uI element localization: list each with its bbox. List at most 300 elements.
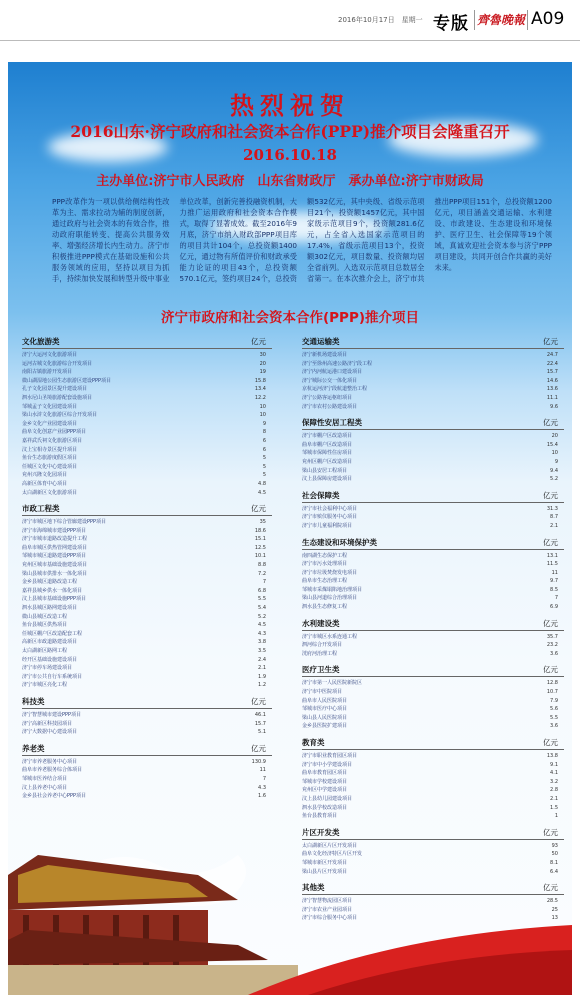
project-name: 曲阜文化经济特区片区开发 (302, 851, 363, 858)
group-name: 交通运输类 (302, 337, 340, 346)
poster-subtitle: 2016山东·济宁政府和社会资本合作(PPP)推介项目会隆重召开 (70, 122, 510, 141)
project-name: 济宁市城市道路改造提升工程 (22, 536, 88, 543)
project-row (22, 595, 272, 604)
project-group (302, 618, 564, 659)
project-value: 6 (262, 446, 266, 453)
project-name: 太白湖新区文化旅游项目 (22, 489, 78, 496)
project-name: 高新区体育中心项目 (22, 480, 68, 487)
project-name: 济宁市中小学建设项目 (302, 761, 353, 768)
project-name: 济宁城际公交一体化项目 (302, 377, 358, 384)
project-name: 济宁市城区地下综合管廊建设PPP项目 (22, 519, 107, 526)
project-name: 高新区市政道路建设项目 (22, 639, 78, 646)
unit-label: 亿元 (543, 738, 558, 747)
project-row (22, 463, 272, 472)
project-name: 泗水县城区路网建设项目 (22, 605, 78, 612)
project-value: 4.3 (258, 784, 266, 791)
project-name: 运河古城文化旅游综合开发项目 (22, 360, 93, 367)
project-row (22, 454, 272, 463)
red-ribbon-decoration (8, 915, 572, 995)
project-row (302, 368, 564, 377)
project-value: 15.7 (254, 720, 266, 727)
unit-label: 亿元 (251, 504, 266, 514)
project-row (302, 449, 564, 458)
group-header (302, 336, 564, 349)
event-date: 2016.10.18 (243, 146, 337, 164)
project-name: 济宁内河航运港口建设项目 (302, 369, 363, 376)
project-row (302, 360, 564, 369)
project-name: 汶上宝相寺景区提升项目 (22, 446, 78, 453)
project-name: 梁山县片区开发项目 (302, 868, 348, 875)
project-value: 4.8 (258, 480, 266, 487)
project-row (22, 527, 272, 536)
project-name: 济宁至徐州高速公路济宁段工程 (302, 360, 373, 367)
project-value: 9 (262, 420, 266, 427)
page-number: A09 (531, 9, 565, 29)
group-name: 水利建设类 (302, 618, 340, 628)
project-value: 5 (262, 455, 266, 462)
project-name: 任城区棚户区改造配套工程 (22, 630, 83, 637)
project-name: 兖州兴隆文化园项目 (22, 472, 68, 479)
project-value: 15.1 (254, 536, 266, 543)
project-row (302, 778, 564, 787)
project-row (22, 394, 272, 403)
project-row (22, 518, 272, 527)
project-value: 3.6 (550, 650, 558, 657)
project-row (22, 471, 272, 480)
project-value: 3.2 (550, 778, 558, 785)
unit-label: 亿元 (543, 537, 558, 547)
project-name: 邹城市医养结合项目 (22, 775, 68, 782)
project-row (302, 897, 564, 906)
project-row (22, 621, 272, 630)
project-name: 泗河综合开发项目 (302, 642, 343, 649)
project-name: 济宁公路客运枢纽项目 (302, 394, 353, 401)
project-value: 11.1 (546, 394, 558, 401)
project-group (302, 490, 564, 531)
project-name: 梁山县人民医院项目 (302, 714, 348, 721)
project-row (302, 505, 564, 514)
group-name: 片区开发类 (302, 827, 340, 837)
project-value: 30 (259, 352, 266, 358)
project-name: 济宁市养老服务中心项目 (22, 758, 78, 765)
group-name: 医疗卫生类 (302, 665, 340, 675)
project-row (22, 552, 272, 561)
project-row (22, 411, 272, 420)
project-row (22, 656, 272, 665)
project-row (302, 812, 564, 821)
project-name: 邹城孟子文化园建设项目 (22, 403, 78, 410)
group-name: 教育类 (302, 738, 325, 747)
group-header (302, 490, 564, 503)
project-value: 5.5 (258, 596, 266, 603)
project-value: 31.3 (546, 505, 558, 512)
project-value: 12.8 (546, 680, 558, 687)
project-name: 济宁市海绵城市建设PPP项目 (22, 527, 87, 534)
project-value: 8.5 (550, 586, 558, 593)
project-row (22, 428, 272, 437)
poster-title: 热烈祝贺 (230, 91, 350, 120)
project-value: 10 (259, 412, 266, 419)
unit-label: 亿元 (543, 418, 558, 428)
project-name: 微山县城区改造工程 (22, 613, 68, 620)
project-group (22, 336, 272, 497)
group-header (22, 336, 272, 349)
project-row (22, 377, 272, 386)
project-name: 曲阜文化创意产业园PPP项目 (22, 429, 87, 436)
project-value: 130.9 (251, 758, 266, 765)
project-name: 济宁市社会福利中心项目 (302, 505, 358, 512)
project-value: 4.5 (258, 489, 266, 496)
project-name: 曲阜市生态治理工程 (302, 578, 348, 585)
project-name: 泗水县学校改造项目 (302, 804, 348, 811)
project-name: 济宁市第一人民医院新院区 (302, 680, 363, 687)
project-value: 1.9 (258, 673, 266, 680)
project-name: 曲阜市教育园区项目 (302, 770, 348, 777)
project-row (302, 385, 564, 394)
project-value: 14.6 (546, 377, 558, 384)
project-name: 梁山县河道综合治理项目 (302, 595, 358, 602)
group-header (302, 737, 564, 750)
project-row (302, 641, 564, 650)
project-name: 邹城市城区道路建设PPP项目 (22, 553, 87, 560)
project-row (22, 489, 272, 498)
group-header (302, 618, 564, 631)
project-name: 太白湖新区片区开发项目 (302, 842, 358, 849)
project-row (302, 569, 564, 578)
unit-label: 亿元 (543, 618, 558, 628)
project-value: 13.4 (254, 386, 266, 393)
project-value: 25 (551, 906, 558, 913)
group-header (302, 882, 564, 895)
project-name: 汶上县养老中心项目 (22, 784, 68, 791)
unit-label: 亿元 (543, 827, 558, 837)
project-name: 济宁市污水处理项目 (302, 561, 348, 568)
project-row (302, 633, 564, 642)
group-name: 市政工程类 (22, 504, 60, 514)
project-row (22, 587, 272, 596)
project-row (22, 480, 272, 489)
project-row (22, 711, 272, 720)
project-name: 汶上县幼儿园建设项目 (302, 795, 353, 802)
project-row (22, 360, 272, 369)
project-name: 泗水县生态修复工程 (302, 604, 348, 611)
project-name: 兖州区棚户区改造项目 (302, 458, 353, 465)
project-row (302, 467, 564, 476)
project-row (22, 437, 272, 446)
group-header (22, 503, 272, 516)
project-row (22, 647, 272, 656)
project-name: 济宁新机场建设项目 (302, 352, 348, 358)
project-row (302, 441, 564, 450)
project-value: 20 (259, 360, 266, 367)
project-name: 金乡县社会养老中心PPP项目 (22, 793, 87, 800)
project-name: 济宁智慧城市建设PPP项目 (22, 711, 82, 718)
project-row (302, 560, 564, 569)
project-value: 8.7 (550, 514, 558, 521)
group-name: 社会保障类 (302, 490, 340, 500)
project-value: 24.7 (546, 352, 558, 358)
project-name: 金乡县城区道路改造工程 (22, 579, 78, 586)
project-name: 太白湖新区路网工程 (22, 648, 68, 654)
advertisement-poster (8, 62, 572, 995)
project-name: 经开区基础设施建设项目 (22, 656, 78, 663)
project-row (22, 681, 272, 690)
project-group (302, 827, 564, 876)
project-value: 5 (262, 472, 266, 479)
project-name: 济宁市综合服务中心项目 (302, 915, 358, 922)
project-value: 5.4 (258, 605, 266, 612)
project-name: 微山湖湿地公园生态旅游区建设PPP项目 (22, 377, 112, 384)
project-value: 13.6 (546, 386, 558, 393)
group-header (302, 537, 564, 550)
group-name: 文化旅游类 (22, 337, 60, 346)
project-value: 8.1 (550, 859, 558, 866)
project-name: 金乡县医院扩建项目 (302, 723, 348, 730)
project-row (302, 577, 564, 586)
project-list-right (302, 336, 564, 929)
issue-date: 2016年10月17日 星期一 (338, 16, 423, 24)
project-value: 5.5 (550, 714, 558, 721)
project-name: 泗水尼山圣境旅游配套设施项目 (22, 394, 93, 401)
newspaper-logo: 齊魯晚報 (474, 10, 528, 30)
project-value: 19 (259, 369, 266, 376)
group-header (302, 664, 564, 677)
group-name: 保障性安居工程类 (302, 418, 362, 428)
project-group (22, 503, 272, 690)
project-value: 20 (551, 433, 558, 440)
project-value: 6 (262, 437, 266, 444)
project-name: 济宁市儿童福利院项目 (302, 522, 353, 529)
project-name: 济宁大运河文化旅游项目 (22, 352, 78, 358)
section-title: 济宁市政府和社会资本合作(PPP)推介项目 (160, 310, 420, 326)
group-header (302, 417, 564, 430)
unit-label: 亿元 (543, 883, 558, 893)
project-value: 10 (259, 403, 266, 410)
project-name: 兖州区城市基础设施建设项目 (22, 562, 88, 569)
project-value: 4.3 (258, 630, 266, 637)
project-value: 12.2 (254, 394, 266, 401)
project-value: 4.1 (550, 770, 558, 777)
project-name: 济宁大数据中心建设项目 (22, 729, 78, 736)
project-value: 2.8 (550, 787, 558, 794)
project-row (302, 842, 564, 851)
project-row (22, 664, 272, 673)
project-row (302, 769, 564, 778)
project-row (22, 630, 272, 639)
project-row (22, 638, 272, 647)
project-value: 35 (259, 519, 266, 526)
project-name: 鱼台生态旅游度假区项目 (22, 455, 78, 462)
project-row (302, 906, 564, 915)
project-name: 邹城市新区开发项目 (302, 859, 348, 866)
project-value: 11.5 (546, 561, 558, 568)
project-value: 1.2 (258, 682, 266, 689)
unit-label: 亿元 (251, 743, 266, 753)
project-value: 11 (551, 569, 558, 576)
project-row (22, 570, 272, 579)
project-value: 7 (262, 775, 266, 782)
project-value: 35.7 (546, 633, 558, 640)
project-value: 23.2 (546, 642, 558, 649)
project-value: 9 (554, 458, 558, 465)
project-row (302, 868, 564, 877)
project-value: 7.9 (550, 697, 558, 704)
intro-text: PPP改革作为一项以供给侧结构性改革为主、需求拉动为辅的制度创新，通过政府与社会资本的有效合作，推动政府职能转变、提高公共服务效率、增强经济增长内生动力。济宁市积极推进PPP模式在基础设施和公共服务领域的应用，坚持以项目为抓手，持续加快发展和转型升级中事业单位改革，创新完善投融资机制，大力推广运用政府和社会资本合作模式，取得了显著成效。截至2016年9月底，济宁市纳入财政部PPP项目库的项目共计104个，总投资额1400亿元，通过物有所值评价和财政承受能力论证的项目43个，总投资额570.1亿元，签约项目24个，总投资额532亿元，其中央级、省级示范项目21个，投资额1457亿元，其中国家级示范项目9个，投资额281.6亿元，占全省入选国家示范项目的17.4%，省级示范项目13个，投资额302亿元，项目数量、投资额均居全省前列。入选双示范项目总数居全省第一。在本次推介会上，济宁市共推出PPP项目151个，总投资额1200亿元，项目涵盖交通运输、水利建设、市政建设、生态建设和环境保护、医疗卫生、社会保障等19个领域，真诚欢迎社会资本参与济宁PPP项目建设，共同开创合作共赢的美好未来。 (52, 197, 552, 283)
project-name: 济宁市垃圾焚烧发电项目 (302, 569, 358, 576)
project-row (302, 752, 564, 761)
project-group (302, 737, 564, 821)
project-name: 济宁智慧物流园区项目 (302, 898, 353, 905)
project-value: 93 (551, 842, 558, 849)
project-value: 12.5 (254, 544, 266, 551)
project-row (22, 578, 272, 587)
project-row (302, 522, 564, 531)
project-row (302, 714, 564, 723)
project-row (22, 368, 272, 377)
project-row (22, 351, 272, 360)
project-row (302, 859, 564, 868)
project-name: 济宁市职业教育园区项目 (302, 753, 358, 759)
project-name: 济宁市城区水系连通工程 (302, 633, 358, 640)
project-name: 曲阜市人民医院项目 (302, 697, 348, 704)
project-name: 汶上县城市基础设施PPP项目 (22, 596, 87, 603)
project-name: 济宁市城区亮化工程 (22, 682, 68, 689)
project-value: 5.6 (550, 706, 558, 713)
project-value: 2.4 (258, 656, 266, 663)
page-header (0, 0, 580, 41)
project-name: 邹城市学校建设项目 (302, 778, 348, 785)
project-value: 3.6 (550, 723, 558, 730)
project-value: 10.7 (546, 689, 558, 696)
project-value: 46.1 (254, 711, 266, 718)
project-row (302, 586, 564, 595)
group-header (22, 696, 272, 709)
project-row (302, 761, 564, 770)
project-row (302, 594, 564, 603)
project-row (302, 458, 564, 467)
group-name: 其他类 (302, 883, 325, 893)
project-name: 邹城市医疗中心项目 (302, 706, 348, 713)
project-row (22, 403, 272, 412)
project-value: 6.4 (550, 868, 558, 875)
project-group (302, 537, 564, 612)
project-name: 兖州区中学建设项目 (302, 787, 348, 794)
unit-label: 亿元 (251, 337, 266, 346)
project-name: 南阳古镇旅游开发项目 (22, 369, 73, 376)
project-name: 曲阜市城区供热管网建设项目 (22, 544, 88, 551)
project-value: 7.2 (258, 570, 266, 577)
project-name: 梁山水浒文化旅游区综合开发项目 (22, 412, 98, 419)
project-name: 济宁市殡仪服务中心项目 (302, 514, 358, 521)
project-row (302, 432, 564, 441)
project-row (302, 804, 564, 813)
project-name: 济宁市中医院项目 (302, 689, 343, 696)
project-row (22, 420, 272, 429)
project-row (302, 603, 564, 612)
project-name: 鱼台县教育项目 (302, 813, 338, 820)
project-row (302, 513, 564, 522)
project-value: 28.5 (546, 898, 558, 905)
project-value: 10 (551, 450, 558, 457)
organizers: 主办单位:济宁市人民政府 山东省财政厅 承办单位:济宁市财政局 (96, 174, 484, 189)
project-name: 邹城市保障性住房项目 (302, 450, 353, 457)
project-value: 7 (262, 579, 266, 586)
project-value: 7 (554, 595, 558, 602)
project-name: 京杭运河济宁段航道整治工程 (302, 386, 368, 393)
project-name: 任城区文化中心建设项目 (22, 463, 78, 470)
project-value: 6.8 (258, 587, 266, 594)
project-name: 梁山县安居工程项目 (302, 467, 348, 474)
group-name: 养老类 (22, 743, 45, 753)
project-row (22, 561, 272, 570)
project-value: 6.9 (550, 604, 558, 611)
project-row (302, 377, 564, 386)
project-value: 13.1 (546, 552, 558, 559)
project-row (22, 544, 272, 553)
project-value: 9.6 (550, 403, 558, 410)
project-value: 4.5 (258, 622, 266, 629)
project-row (22, 535, 272, 544)
project-name: 曲阜市养老服务综合体项目 (22, 767, 83, 774)
project-value: 22.4 (546, 360, 558, 367)
group-header (302, 827, 564, 840)
project-value: 5.2 (258, 613, 266, 620)
project-value: 3.5 (258, 648, 266, 654)
project-name: 济宁市农村公路建设项目 (302, 403, 358, 410)
project-group (302, 417, 564, 484)
project-row (302, 722, 564, 731)
group-name: 生态建设和环境保护类 (302, 537, 377, 547)
project-row (302, 786, 564, 795)
project-name: 曲阜市棚户区改造项目 (302, 441, 353, 448)
project-name: 洸府河治理工程 (302, 650, 338, 657)
project-name: 南四湖生态保护工程 (302, 552, 348, 559)
column-title: 专版 (433, 14, 469, 34)
project-name: 济宁市棚户区改造项目 (302, 433, 353, 440)
project-name: 济宁市停车场建设项目 (22, 665, 73, 672)
unit-label: 亿元 (543, 337, 558, 346)
project-row (302, 552, 564, 561)
project-value: 1.5 (550, 804, 558, 811)
project-row (302, 795, 564, 804)
project-row (302, 705, 564, 714)
unit-label: 亿元 (543, 490, 558, 500)
project-value: 13 (551, 915, 558, 922)
project-value: 13.8 (546, 753, 558, 759)
project-name: 济宁市农业产业园项目 (302, 906, 353, 913)
project-value: 8 (262, 429, 266, 436)
project-name: 鱼台县城区供热项目 (22, 622, 68, 629)
project-row (302, 650, 564, 659)
project-value: 9.4 (550, 467, 558, 474)
project-row (22, 673, 272, 682)
project-name: 金乡文化产业园建设项目 (22, 420, 78, 427)
project-value: 11 (259, 767, 266, 774)
project-value: 2.1 (550, 522, 558, 529)
project-group (302, 664, 564, 731)
project-value: 18.6 (254, 527, 266, 534)
project-value: 15.4 (546, 441, 558, 448)
project-row (302, 403, 564, 412)
unit-label: 亿元 (543, 665, 558, 675)
project-name: 嘉祥武氏祠文化旅游区项目 (22, 437, 83, 444)
project-row (22, 446, 272, 455)
project-row (302, 475, 564, 484)
project-value: 50 (551, 851, 558, 858)
project-name: 济宁市公共自行车系统项目 (22, 673, 83, 680)
project-name: 梁山县城市供排水一体化项目 (22, 570, 88, 577)
project-value: 5.1 (258, 729, 266, 736)
